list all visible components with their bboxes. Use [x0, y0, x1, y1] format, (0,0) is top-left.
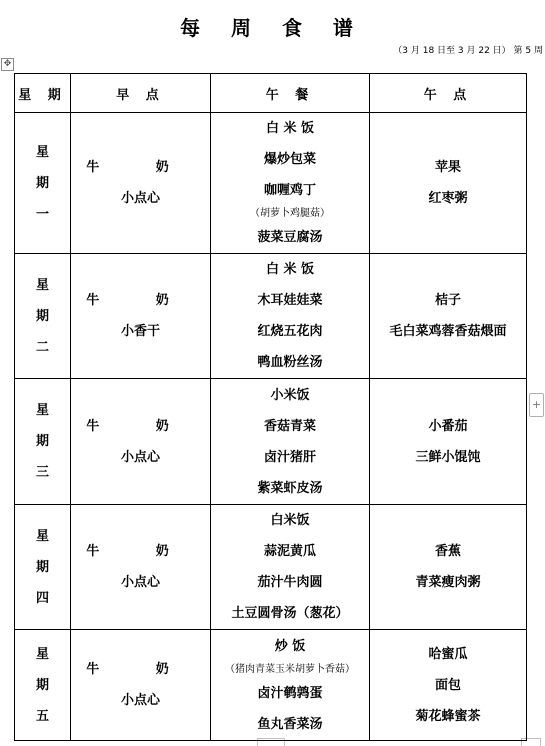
- lunch-item: （胡萝卜鸡腿菇）: [250, 208, 330, 219]
- move-cross-icon[interactable]: ✥: [1, 58, 14, 71]
- snack-item: 香蕉: [434, 544, 461, 559]
- breakfast-item: 小点心: [120, 575, 160, 590]
- day-cell: [15, 379, 71, 505]
- lunch-item: 紫菜虾皮汤: [257, 480, 323, 496]
- table-row: [15, 113, 527, 254]
- day-char: 星: [35, 144, 49, 160]
- snack-item: 桔子: [434, 293, 461, 308]
- day-cell: [15, 505, 71, 630]
- lunch-item: 小米饭: [270, 387, 310, 403]
- lunch-cell: [211, 505, 370, 630]
- lunch-item: 鱼丸香菜汤: [257, 716, 323, 732]
- table-row: [15, 379, 527, 505]
- lunch-item: 卤汁鹌鹑蛋: [257, 685, 323, 701]
- lunch-item: 香菇青菜: [263, 418, 316, 434]
- snack-cell: [370, 254, 527, 379]
- snack-cell: [370, 113, 527, 254]
- day-char: 四: [35, 590, 49, 606]
- breakfast-cell: [71, 113, 211, 254]
- day-cell: [15, 254, 71, 379]
- snack-item: 红枣粥: [428, 191, 468, 206]
- breakfast-item: 牛 奶: [86, 544, 195, 559]
- day-char: 星: [35, 277, 49, 293]
- snack-item: 毛白菜鸡蓉香菇煨面: [389, 324, 507, 339]
- day-char: 一: [35, 206, 49, 222]
- breakfast-cell: [71, 254, 211, 379]
- day-char: 期: [35, 434, 49, 449]
- lunch-item: 菠菜豆腐汤: [257, 230, 323, 245]
- day-char: 期: [35, 175, 49, 191]
- breakfast-item: 牛 奶: [86, 662, 195, 677]
- day-char: 五: [35, 708, 49, 724]
- day-char: 期: [35, 308, 49, 324]
- snack-cell: [370, 379, 527, 505]
- page-title: 每 周 食 谱: [180, 16, 365, 40]
- lunch-item: 卤汁猪肝: [263, 449, 316, 465]
- day-char: 星: [35, 403, 49, 418]
- breakfast-item: 小点心: [120, 693, 160, 708]
- day-cell: [15, 113, 71, 254]
- lunch-item: 白米饭: [270, 513, 310, 528]
- weekly-menu-table: [14, 73, 527, 741]
- lunch-cell: [211, 630, 370, 741]
- lunch-item: （猪肉青菜玉米胡萝卜香菇）: [225, 663, 355, 675]
- header-snack: 午 点: [370, 74, 527, 113]
- breakfast-item: 小点心: [120, 191, 160, 206]
- snack-item: 小番茄: [428, 418, 468, 434]
- lunch-item: 木耳娃娃菜: [257, 293, 323, 308]
- lunch-item: 白 米 饭: [265, 121, 315, 136]
- plus-icon[interactable]: +: [529, 393, 544, 417]
- date-range-subtitle: （3 月 18 日至 3 月 22 日） 第 5 周: [393, 46, 543, 56]
- day-char: 星: [35, 528, 49, 544]
- snack-cell: [370, 505, 527, 630]
- lunch-item: 红烧五花肉: [257, 324, 323, 339]
- table-row: [15, 505, 527, 630]
- snack-item: 青菜瘦肉粥: [415, 575, 481, 590]
- snack-item: 苹果: [434, 160, 461, 175]
- breakfast-cell: [71, 379, 211, 505]
- breakfast-item: 牛 奶: [86, 160, 195, 175]
- day-char: 星: [35, 646, 49, 662]
- day-cell: [15, 630, 71, 741]
- breakfast-cell: [71, 505, 211, 630]
- table-row: [15, 254, 527, 379]
- lunch-item: 炒 饭: [274, 638, 306, 654]
- day-char: 二: [35, 339, 49, 355]
- lunch-cell: [211, 113, 370, 254]
- table-row: [15, 630, 527, 741]
- snack-cell: [370, 630, 527, 741]
- header-row: [15, 74, 527, 113]
- breakfast-cell: [71, 630, 211, 741]
- snack-item: 菊花蜂蜜茶: [415, 708, 481, 724]
- lunch-cell: [211, 254, 370, 379]
- header-day: 星 期: [15, 74, 71, 113]
- breakfast-item: 牛 奶: [86, 418, 195, 434]
- breakfast-item: 小点心: [120, 449, 160, 465]
- lunch-item: 鸭血粉丝汤: [257, 355, 323, 370]
- breakfast-item: 牛 奶: [86, 293, 195, 308]
- lunch-item: 茄汁牛肉圆: [257, 575, 323, 590]
- breakfast-item: 小香干: [120, 324, 160, 339]
- day-char: 期: [35, 559, 49, 575]
- lunch-item: 白 米 饭: [265, 262, 315, 277]
- lunch-item: 蒜泥黄瓜: [263, 544, 316, 559]
- lunch-item: 爆炒包菜: [263, 152, 316, 167]
- snack-item: 三鲜小馄饨: [415, 449, 481, 465]
- header-lunch: 午 餐: [211, 74, 370, 113]
- lunch-item: 咖喱鸡丁: [263, 183, 316, 198]
- snack-item: 面包: [434, 677, 461, 693]
- lunch-cell: [211, 379, 370, 505]
- day-char: 期: [35, 677, 49, 693]
- header-breakfast: 早 点: [71, 74, 211, 113]
- snack-item: 哈蜜瓜: [428, 646, 468, 662]
- day-char: 三: [35, 465, 49, 480]
- lunch-item: 土豆圆骨汤（葱花）: [231, 606, 349, 621]
